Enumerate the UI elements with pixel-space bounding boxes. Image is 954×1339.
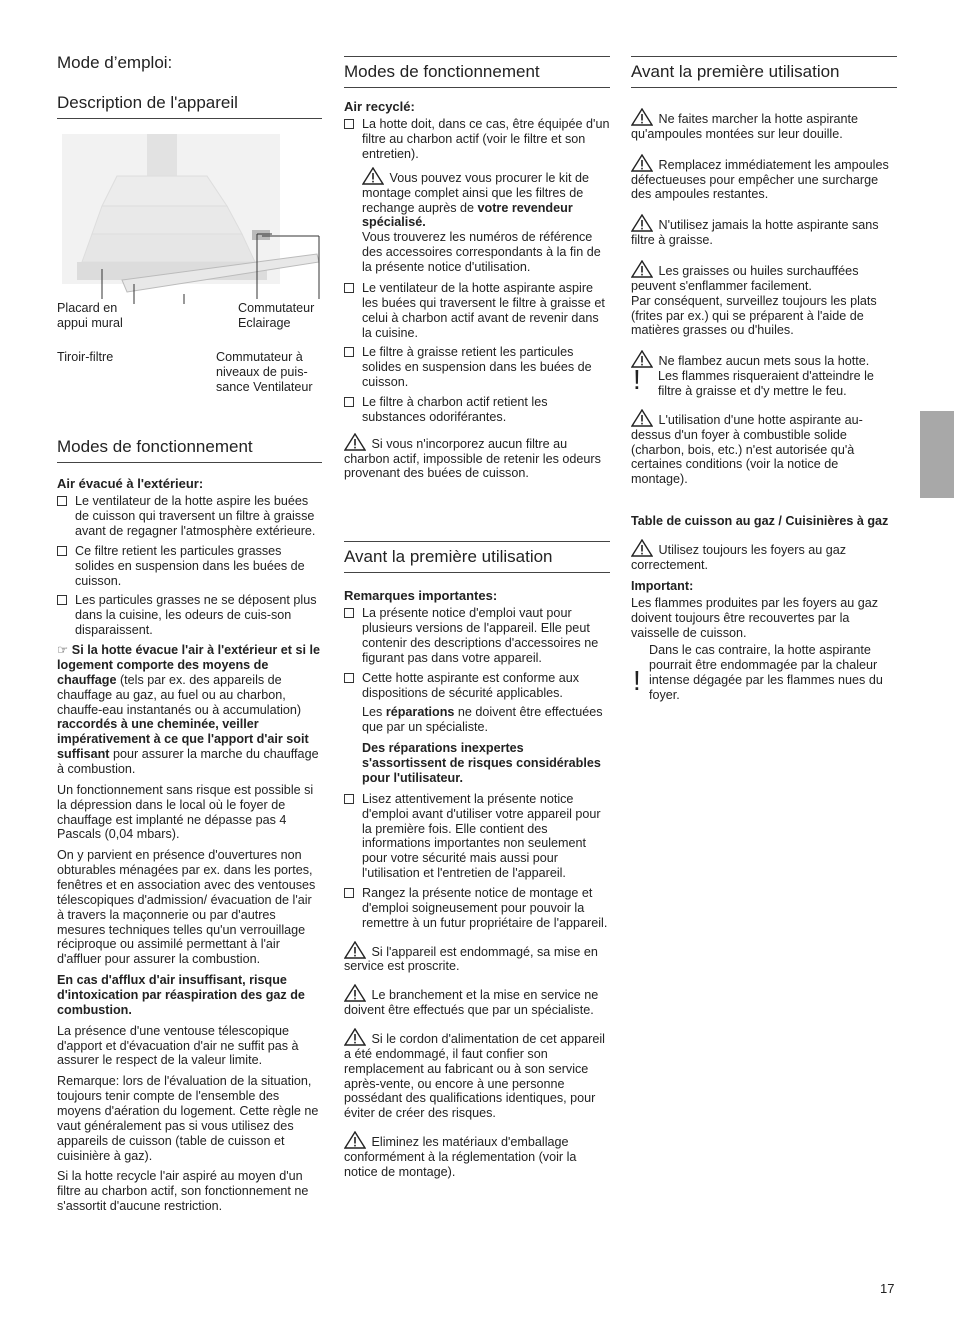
modes-body — [57, 476, 322, 1220]
list-item: Le filtre à charbon actif retient les substances odoriférantes. — [344, 395, 610, 425]
warning-paragraph: En cas d'afflux d'air insuffisant, risque d'intoxication par réaspiration des gaz de combustion. — [57, 973, 305, 1017]
paragraph: Un fonctionnement sans risque est possible si la dépression dans le local où le foyer de chauffage est implanté ne dépasse pas 4 Pascals (0,04 mbars). — [57, 782, 314, 842]
list-item: Les particules grasses ne se déposent plus dans la cuisine, les odeurs de cuis-son disparaissent. — [57, 593, 322, 638]
label-tiroir-filtre: Tiroir-filtre — [57, 350, 114, 364]
paragraph: Les flammes produites par les foyers au gaz doivent toujours être recouvertes par la vaisselle de cuisson. — [631, 596, 879, 641]
checkbox-bullet-icon — [344, 673, 354, 683]
section-heading-avant: Avant la première utilisation — [344, 541, 610, 573]
warning-note: Le branchement et la mise en service ne doivent être effectués que par un spécialiste. — [344, 984, 610, 1018]
paragraph: On y parvient en présence d'ouvertures non obturables ménagées par ex. dans les portes, fenêtres et en association avec des ventouses télescopiques d'admission/ évacuation de l'air à travers la maçonnerie ou par d'autres mesures techniques telles qu'un verrouillage réciproque ou assimilé permettant à l'air d'affluer pour assurer la combustion. — [57, 848, 316, 967]
warning-triangle-icon — [631, 154, 653, 172]
list-item: La hotte doit, dans ce cas, être équipée d'un filtre au charbon actif (voir le filtre et son entretien). — [344, 117, 610, 162]
checkbox-bullet-icon — [57, 546, 67, 556]
safety-body — [631, 108, 897, 493]
paragraph: Les flammes risqueraient d'atteindre le filtre à graisse et d'y mettre le feu. — [658, 369, 874, 399]
label-commutateur-eclairage: Commutateur Eclairage — [238, 301, 315, 331]
subheading-important: Important: — [631, 578, 694, 593]
list-item: Cette hotte aspirante est conforme aux dispositions de sécurité applicables. — [344, 671, 610, 701]
warning-note: Vous pouvez vous procurer le kit de montage complet ainsi que les filtres de rechange auprès de votre revendeur spécialisé. Vous trouverez les numéros de référence des accessoires correspondants à la fin de la présente notice d'utilisation. — [344, 167, 610, 275]
checkbox-bullet-icon — [344, 397, 354, 407]
warning-triangle-icon — [631, 260, 653, 278]
warning-note: Si l'appareil est endommagé, sa mise en service est proscrite. — [344, 941, 610, 975]
warning-triangle-icon — [344, 1028, 366, 1046]
list-item: La présente notice d'emploi vaut pour plusieurs versions de l'appareil. Elle peut contenir des descriptions d'accessoires ne figurant pas dans votre appareil. — [344, 606, 610, 665]
paragraph: Remarque: lors de l'évaluation de la situation, toujours tenir compte de l'ensemble des moyens d'aération du logement. Cette règle ne vaut généralement pas si vous utilisez des appareils de cuisson (table de cuisson et cuisinière à gaz). — [57, 1074, 319, 1163]
list-item: Le filtre à graisse retient les particules solides en suspension dans les buées de cuisson. — [344, 345, 610, 390]
paragraph: Dans le cas contraire, la hotte aspirante pourrait être endommagée par la chaleur intense dégagée par les flammes nues du foyer. — [649, 643, 883, 702]
warning-note: Utilisez toujours les foyers au gaz correctement. — [631, 539, 897, 573]
checkbox-bullet-icon — [344, 347, 354, 357]
subheading-air-evacue: Air évacué à l'extérieur: — [57, 476, 204, 491]
warning-block-flambe: ! Ne flambez aucun mets sous la hotte. Les flammes risqueraient d'atteindre le filtre à graisse et d'y mettre le feu. — [631, 350, 897, 399]
subheading-remarques: Remarques importantes: — [344, 588, 498, 603]
label-commutateur-ventilateur: Commutateur à niveaux de puis-sance Ventilateur — [216, 350, 313, 395]
checkbox-bullet-icon — [344, 283, 354, 293]
paragraph: Les réparations ne doivent être effectuées que par un spécialiste. — [362, 705, 603, 735]
hood-figure — [57, 134, 322, 304]
section-heading-description: Description de l'appareil — [57, 88, 322, 119]
exclamation-icon: ! — [633, 665, 641, 697]
warning-note: Ne faites marcher la hotte aspirante qu'ampoules montées sur leur douille. — [631, 108, 897, 142]
paragraph: Si la hotte recycle l'air aspiré au moyen d'un filtre au charbon actif, son fonctionnement ne s'assortit d'aucune restriction. — [57, 1169, 309, 1214]
list-item: Rangez la présente notice de montage et d'emploi soigneusement pour pouvoir la remettre à un futur propriétaire de l'appareil. — [344, 886, 610, 931]
note-heating: ☞ Si la hotte évacue l'air à l'extérieur et si le logement comporte des moyens de chauffage (tels par ex. des appareils de chauffage au gaz, au fuel ou au charbon, chauffe-eau instantanés ou à accumulation) raccordés à une cheminée, veiller impérativement à ce que l'apport d'air soit suffisant pour assurer la marche du chauffage à combustion. — [57, 643, 320, 776]
warning-note: L'utilisation d'une hotte aspirante au-dessus d'un foyer à combustible solide (charbon, bois, etc.) n'est autorisée qu'à certaines conditions (voir la notice de montage). — [631, 409, 897, 487]
warning-triangle-icon — [344, 433, 366, 451]
warning-note: Les graisses ou huiles surchauffées peuvent s'enflammer facilement. Par conséquent, surveillez toujours les plats (frites par ex.) qui se préparent à l'aide de matières grasses ou d'huiles. — [631, 260, 897, 338]
warning-triangle-icon — [362, 167, 384, 185]
warning-note: Remplacez immédiatement les ampoules défectueuses pour empêcher une surcharge des ampoules restantes. — [631, 154, 897, 203]
checkbox-bullet-icon — [344, 888, 354, 898]
section-heading-modes: Modes de fonctionnement — [57, 432, 322, 463]
list-item: Le ventilateur de la hotte aspirante aspire les buées qui traversent le filtre à graisse et celui à charbon actif avant de revenir dans la cuisine. — [344, 281, 610, 340]
gas-section — [631, 514, 897, 702]
warning-triangle-icon — [631, 108, 653, 126]
warning-note: Eliminez les matériaux d'emballage conformément à la réglementation (voir la notice de montage). — [344, 1131, 610, 1180]
checkbox-bullet-icon — [57, 496, 67, 506]
list-item: Le ventilateur de la hotte aspire les buées de cuisson qui traversent un filtre à graisse avant de regagner l'atmosphère extérieure. — [57, 494, 322, 539]
exclamation-icon: ! — [633, 364, 641, 396]
label-placard: Placard en appui mural — [57, 301, 123, 331]
warning-note: Si vous n'incorporez aucun filtre au charbon actif, impossible de retenir les odeurs provenant des buées de cuisson. — [344, 433, 610, 482]
warning-paragraph: Des réparations inexpertes s'assortissent de risques considérables pour l'utilisateur. — [362, 741, 601, 785]
checkbox-bullet-icon — [344, 119, 354, 129]
warning-note: Si le cordon d'alimentation de cet appareil a été endommagé, il faut confier son remplacement au fabricant ou à son service après-vente, ou encore à une personne possédant des qualifications identiques, pour éviter de créer des risques. — [344, 1028, 610, 1121]
paragraph: La présence d'une ventouse télescopique d'apport et d'évacuation d'air ne suffit pas à assurer le respect de la valeur limite. — [57, 1023, 299, 1068]
subheading-air-recycle: Air recyclé: — [344, 99, 415, 114]
section-heading-avant-2: Avant la première utilisation — [631, 56, 897, 88]
checkbox-bullet-icon — [344, 794, 354, 804]
page-number: 17 — [880, 1281, 895, 1296]
list-item: Lisez attentivement la présente notice d'emploi avant d'utiliser votre appareil pour la première fois. Elle contient des informations importantes non seulement pour votre sécurité mais aussi pour l'utilisation et l'entretien de l'appareil. — [344, 792, 610, 881]
checkbox-bullet-icon — [57, 595, 67, 605]
section-heading-modes-2: Modes de fonctionnement — [344, 56, 610, 88]
warning-note: N'utilisez jamais la hotte aspirante sans filtre à graisse. — [631, 214, 897, 248]
warning-triangle-icon — [631, 409, 653, 427]
page-title: Mode d’emploi: — [57, 53, 173, 72]
warning-triangle-icon — [344, 984, 366, 1002]
recycle-body — [344, 99, 610, 487]
warning-triangle-icon — [344, 941, 366, 959]
side-tab — [920, 411, 954, 498]
list-item: Ce filtre retient les particules grasses solides en suspension dans les buées de cuisson. — [57, 544, 322, 589]
subheading-gaz: Table de cuisson au gaz / Cuisinières à gaz — [631, 514, 889, 528]
warning-triangle-icon — [631, 539, 653, 557]
hand-pointer-icon: ☞ — [57, 643, 69, 658]
checkbox-bullet-icon — [344, 608, 354, 618]
avant-body — [344, 588, 610, 1186]
hood-illustration — [57, 134, 322, 304]
warning-block-gas — [631, 643, 897, 702]
warning-triangle-icon — [631, 214, 653, 232]
warning-triangle-icon — [344, 1131, 366, 1149]
